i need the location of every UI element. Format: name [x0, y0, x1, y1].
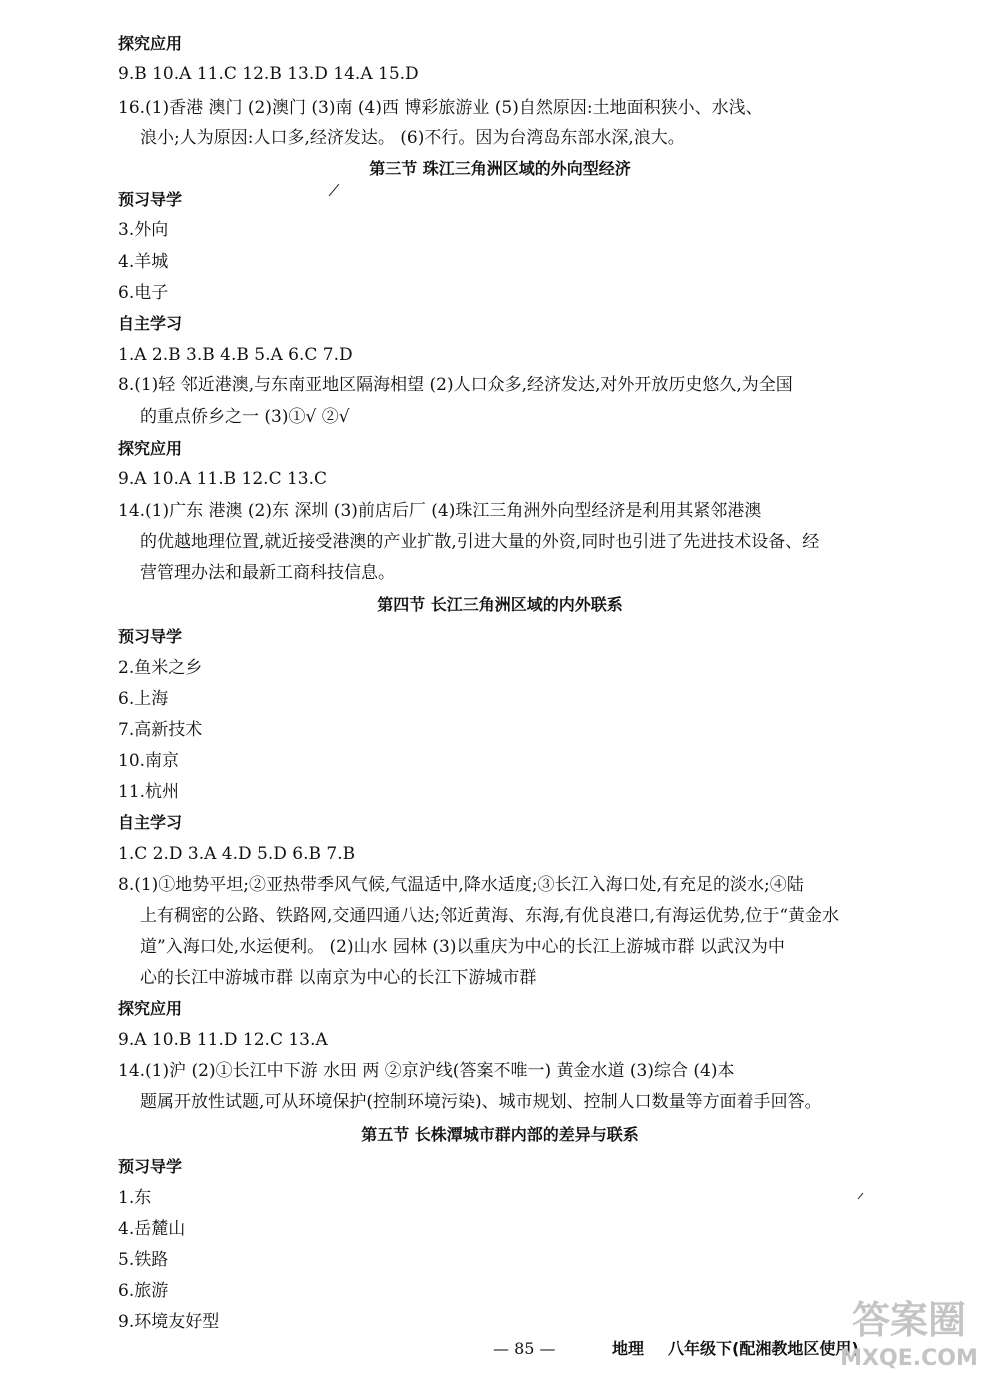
- answer-line: 的优越地理位置,就近接受港澳的产业扩散,引进大量的外资,同时也引进了先进技术设备、经: [140, 532, 820, 552]
- answer-line: 的重点侨乡之一 (3)①√ ②√: [140, 407, 350, 427]
- answer-line: 5.铁路: [118, 1250, 169, 1270]
- heading-explore: 探究应用: [118, 439, 183, 458]
- answer-line: 1.A 2.B 3.B 4.B 5.A 6.C 7.D: [118, 345, 353, 365]
- answer-line: 10.南京: [118, 751, 180, 771]
- answer-line: 2.鱼米之乡: [118, 658, 203, 678]
- answer-line: 上有稠密的公路、铁路网,交通四通八达;邻近黄海、东海,有优良港口,有海运优势,位于“黄金水: [140, 906, 840, 926]
- section-title: 第三节 珠江三角洲区域的外向型经济: [369, 159, 631, 178]
- watermark-text-cn: 答案圈: [851, 1298, 967, 1342]
- answer-line: 1.东: [118, 1188, 152, 1208]
- heading-preview: 预习导学: [118, 627, 183, 646]
- answer-line: 9.A 10.B 11.D 12.C 13.A: [118, 1030, 328, 1050]
- answer-line: 14.(1)沪 (2)①长江中下游 水田 两 ②京沪线(答案不唯一) 黄金水道 (3)综合 (4)本: [118, 1061, 735, 1081]
- answer-line: 9.B 10.A 11.C 12.B 13.D 14.A 15.D: [118, 64, 419, 84]
- answer-line: 11.杭州: [118, 782, 180, 802]
- heading-preview: 预习导学: [118, 1157, 183, 1176]
- watermark-text-en: MXQE.COM: [840, 1346, 978, 1371]
- answer-line: 营管理办法和最新工商科技信息。: [140, 563, 395, 583]
- answer-line: 道”入海口处,水运便利。 (2)山水 园林 (3)以重庆为中心的长江上游城市群 以武汉为中: [140, 937, 785, 957]
- answer-line: 9.环境友好型: [118, 1312, 220, 1332]
- heading-explore: 探究应用: [118, 34, 183, 53]
- pen-mark: [325, 180, 345, 200]
- heading-explore: 探究应用: [118, 999, 183, 1018]
- answer-line: 9.A 10.A 11.B 12.C 13.C: [118, 469, 328, 489]
- footer-grade: 八年级下(配湘教地区使用): [668, 1339, 859, 1358]
- heading-preview: 预习导学: [118, 190, 183, 209]
- heading-self-study: 自主学习: [118, 813, 183, 832]
- answer-line: 7.高新技术: [118, 720, 203, 740]
- section-title: 第四节 长江三角洲区域的内外联系: [377, 595, 623, 614]
- answer-line: 心的长江中游城市群 以南京为中心的长江下游城市群: [140, 968, 537, 988]
- answer-line: 1.C 2.D 3.A 4.D 5.D 6.B 7.B: [118, 844, 356, 864]
- answer-line: 8.(1)①地势平坦;②亚热带季风气候,气温适中,降水适度;③长江入海口处,有充足的淡水;④陆: [118, 875, 804, 895]
- answer-line: 8.(1)轻 邻近港澳,与东南亚地区隔海相望 (2)人口众多,经济发达,对外开放历史悠久,为全国: [118, 375, 793, 395]
- footer-subject: 地理: [612, 1339, 645, 1358]
- answer-line: 3.外向: [118, 220, 169, 240]
- answer-line: 4.岳麓山: [118, 1219, 186, 1239]
- watermark-logo: [824, 1289, 994, 1371]
- answer-line: 4.羊城: [118, 252, 169, 272]
- answer-line: 题属开放性试题,可从环境保护(控制环境污染)、城市规划、控制人口数量等方面着手回答。: [140, 1092, 822, 1112]
- heading-self-study: 自主学习: [118, 314, 183, 333]
- answer-line: 14.(1)广东 港澳 (2)东 深圳 (3)前店后厂 (4)珠江三角洲外向型经济是利用其紧邻港澳: [118, 501, 762, 521]
- pen-mark: [855, 1190, 867, 1202]
- answer-line: 16.(1)香港 澳门 (2)澳门 (3)南 (4)西 博彩旅游业 (5)自然原因:土地面积狭小、水浅、: [118, 98, 763, 118]
- answer-line: 6.上海: [118, 689, 169, 709]
- section-title: 第五节 长株潭城市群内部的差异与联系: [361, 1125, 639, 1144]
- answer-line: 浪小;人为原因:人口多,经济发达。 (6)不行。因为台湾岛东部水深,浪大。: [140, 128, 685, 148]
- answer-line: 6.电子: [118, 283, 169, 303]
- page-number: — 85 —: [493, 1339, 556, 1358]
- answer-line: 6.旅游: [118, 1281, 169, 1301]
